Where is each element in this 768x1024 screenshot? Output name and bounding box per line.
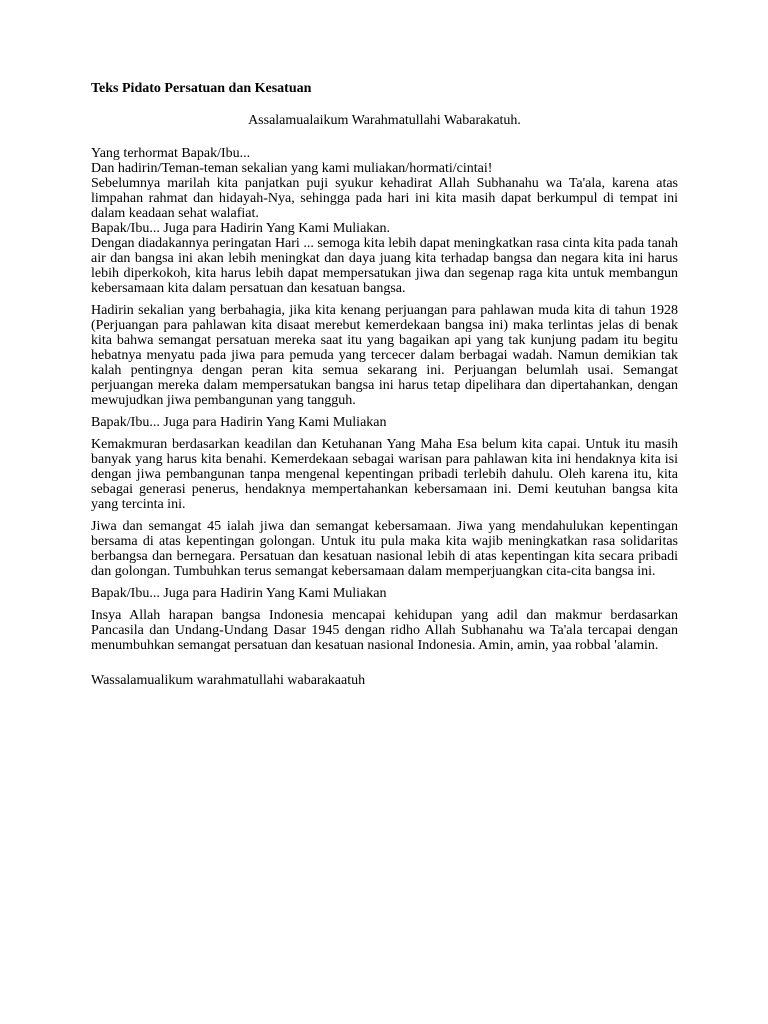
address-line: Bapak/Ibu... Juga para Hadirin Yang Kami Muliakan xyxy=(91,415,387,430)
salutation-line: Dan hadirin/Teman-teman sekalian yang kami muliakan/hormati/cintai! xyxy=(91,161,493,176)
opening-greeting: Assalamualaikum Warahmatullahi Wabarakatuh. xyxy=(248,113,521,128)
body-paragraph: Insya Allah harapan bangsa Indonesia mencapai kehidupan yang adil dan makmur berdasarkan Pancasila dan Undang-Undang Dasar 1945 dengan ridho Allah Subhanahu wa Ta'ala tercapai dengan menumbuhkan semangat persatuan dan kesatuan nasional Indonesia. Amin, amin, yaa robbal 'alamin. xyxy=(91,608,678,653)
intro-paragraph: Sebelumnya marilah kita panjatkan puji syukur kehadirat Allah Subhanahu wa Ta'ala, karena atas limpahan rahmat dan hidayah-Nya, sehingga pada hari ini kita masih dapat berkumpul di tempat ini dalam keadaan sehat walafiat. xyxy=(91,176,678,221)
closing-greeting: Wassalamualikum warahmatullahi wabarakaatuh xyxy=(91,673,366,688)
document-body xyxy=(91,81,678,688)
body-paragraph: Kemakmuran berdasarkan keadilan dan Ketuhanan Yang Maha Esa belum kita capai. Untuk itu masih banyak yang harus kita benahi. Kemerdekaan sebagai warisan para pahlawan kita ini hendaknya kita isi dengan jiwa pembangunan tanpa mengenal kepentingan pribadi terlebih dahulu. Oleh karena itu, kita sebagai generasi penerus, hendaknya mempertahankan kebersamaan ini. Demi keutuhan bangsa kita yang tercinta ini. xyxy=(91,437,678,512)
body-paragraph: Dengan diadakannya peringatan Hari ... semoga kita lebih dapat meningkatkan rasa cinta kita pada tanah air dan bangsa ini akan lebih meningkat dan daya juang kita terhadap bangsa dan negara kita ini harus lebih diperkokoh, kita harus lebih dapat mempersatukan jiwa dan segenap raga kita untuk membangun kebersamaan kita dalam persatuan dan kesatuan bangsa. xyxy=(91,236,678,296)
address-line: Bapak/Ibu... Juga para Hadirin Yang Kami Muliakan xyxy=(91,586,387,601)
address-line: Bapak/Ibu... Juga para Hadirin Yang Kami Muliakan. xyxy=(91,221,390,236)
body-paragraph: Jiwa dan semangat 45 ialah jiwa dan semangat kebersamaan. Jiwa yang mendahulukan kepentingan bersama di atas kepentingan golongan. Untuk itu pula maka kita wajib meningkatkan rasa solidaritas berbangsa dan bernegara. Persatuan dan kesatuan nasional lebih di atas kepentingan kita secara pribadi dan golongan. Tumbuhkan terus semangat kebersamaan dalam memperjuangkan cita-cita bangsa ini. xyxy=(91,519,678,579)
salutation-line: Yang terhormat Bapak/Ibu... xyxy=(91,146,251,161)
document-title: Teks Pidato Persatuan dan Kesatuan xyxy=(91,81,312,96)
body-paragraph: Hadirin sekalian yang berbahagia, jika kita kenang perjuangan para pahlawan muda kita di tahun 1928 (Perjuangan para pahlawan kita disaat merebut kemerdekaan bangsa ini) maka terlintas jelas di benak kita bahwa semangat persatuan mereka saat itu yang bagaikan api yang tak kunjung padam itu begitu hebatnya menyatu pada jiwa para pemuda yang tercecer dalam berbagai wadah. Namun demikian tak kalah pentingnya dengan peran kita semua sekarang ini. Perjuangan belumlah usai. Semangat perjuangan mereka dalam mempersatukan bangsa ini harus tetap dipelihara dan dipertahankan, dengan mewujudkan jiwa pembangunan yang tangguh. xyxy=(91,303,678,408)
